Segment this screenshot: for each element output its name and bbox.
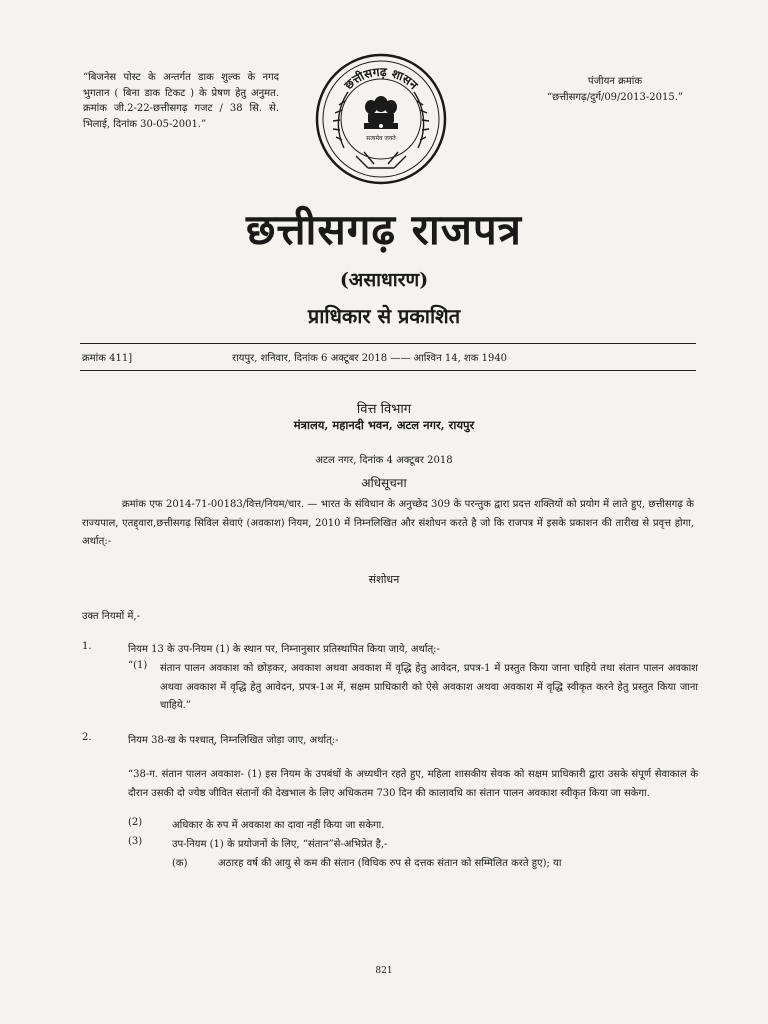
item-1-sub-label: “(1) bbox=[128, 660, 148, 671]
clause-3-label: (3) bbox=[128, 836, 143, 847]
notification-place-date: अटल नगर, दिनांक 4 अक्टूबर 2018 bbox=[315, 455, 453, 466]
registration-label: पंजीयन क्रमांक bbox=[587, 76, 643, 87]
registration-block bbox=[520, 74, 710, 106]
notification-heading: अधिसूचना bbox=[361, 476, 407, 490]
issue-number: क्रमांक 411] bbox=[82, 353, 133, 364]
gazette-title: छत्तीसगढ़ राजपत्र bbox=[246, 205, 522, 254]
rule-38-paragraph: “38-ग. संतान पालन अवकाश- (1) इस नियम के उपबंधों के अध्यधीन रहते हुए, महिला शासकीय सेवक को सक्षम प्राधिकारी द्वारा उसके संपूर्ण सेवाकाल के दौरान उसकी दो ज्येष्ठ जीवित संतानों की देखभाल के लिए अधिकतम 730 दिन की कालावधि का संतान पालन अवकाश स्वीकृत किया जा सकेगा. bbox=[128, 769, 698, 799]
clause-ka-text: अठारह वर्ष की आयु से कम की संतान (विधिक रुप से दत्तक संतान को सम्मिलित करते हुए); या bbox=[218, 858, 562, 869]
gazette-subtitle: (असाधारण) bbox=[339, 269, 429, 291]
item-1-text: नियम 13 के उप-नियम (1) के स्थान पर, निम्नानुसार प्रतिस्थापित किया जाये, अर्थात्:- bbox=[128, 644, 440, 655]
postal-permit-note: “बिजनेस पोस्ट के अन्तर्गत डाक शुल्क के नगद भुगतान ( बिना डाक टिकट ) के प्रेषण हेतु अनुमत. क्रमांक जी.2-22-छत्तीसगढ़ गजट / 38 सि. से. भिलाई, दिनांक 30-05-2001.” bbox=[83, 72, 279, 130]
emblem-circular-text: छत्तीसगढ़ शासन bbox=[341, 64, 421, 93]
item-1-sub-text: संतान पालन अवकाश को छोड़कर, अवकाश अथवा अवकाश में वृद्धि हेतु आवेदन, प्रपत्र-1 में प्रस्तुत किया जाना चाहिये तथा संतान पालन अवकाश अथवा अवकाश में वृद्धि हेतु आवेदन, प्रपत्र-1अ में, सक्षम प्राधिकारी को ऐसे अवकाश अथवा अवकाश में वृद्धि स्वीकृत करने हेतु प्रस्तुत किया जाना चाहिये.” bbox=[160, 663, 698, 711]
clause-2-text: अधिकार के रुप में अवकाश का दावा नहीं किया जा सकेगा. bbox=[172, 820, 385, 831]
in-said-rules: उक्त नियमों में,- bbox=[82, 611, 140, 622]
item-2-text: नियम 38-ख के पश्चात्, निम्नलिखित जोड़ा जाए, अर्थात्:- bbox=[128, 735, 339, 746]
clause-3-text: उप-नियम (1) के प्रयोजनों के लिए, “संतान”से-अभिप्रेत है,- bbox=[172, 839, 388, 850]
registration-number: “छत्तीसगढ़/दुर्ग/09/2013-2015.” bbox=[547, 92, 683, 103]
notification-intro-paragraph: क्रमांक एफ 2014-71-00183/वित्त/नियम/चार. — भारत के संविधान के अनुच्छेद 309 के परन्तुक द्वारा प्रदत्त शक्तियों को प्रयोग में लाते हुए, छत्तीसगढ़ के राज्यपाल, एतद्द्वारा,छत्तीसगढ़ सिविल सेवाएं (अवकाश) नियम, 2010 में निम्नलिखित और संशोधन करते है जो कि राजपत्र में इसके प्रकाशन की तारीख से प्रवृत्त होगा, अर्थात्:- bbox=[82, 499, 694, 547]
emblem-icon bbox=[314, 52, 448, 186]
bottom-divider bbox=[80, 370, 696, 371]
department-address: मंत्रालय, महानदी भवन, अटल नगर, रायपुर bbox=[293, 418, 475, 432]
emblem-motto: सत्यमेव जयते bbox=[366, 135, 396, 142]
item-2-number: 2. bbox=[82, 732, 92, 743]
issue-dateline: रायपुर, शनिवार, दिनांक 6 अक्टूबर 2018 —— आश्विन 14, शक 1940 bbox=[232, 353, 508, 364]
clause-2-label: (2) bbox=[128, 817, 143, 828]
published-by-authority: प्राधिकार से प्रकाशित bbox=[307, 304, 461, 328]
item-1-number: 1. bbox=[82, 641, 92, 652]
top-divider bbox=[80, 343, 696, 344]
amendment-heading: संशोधन bbox=[368, 573, 400, 586]
state-emblem-seal bbox=[314, 52, 448, 186]
clause-ka-label: (क) bbox=[172, 858, 188, 869]
department-name: वित्त विभाग bbox=[356, 402, 412, 417]
page-number: 821 bbox=[375, 966, 393, 976]
